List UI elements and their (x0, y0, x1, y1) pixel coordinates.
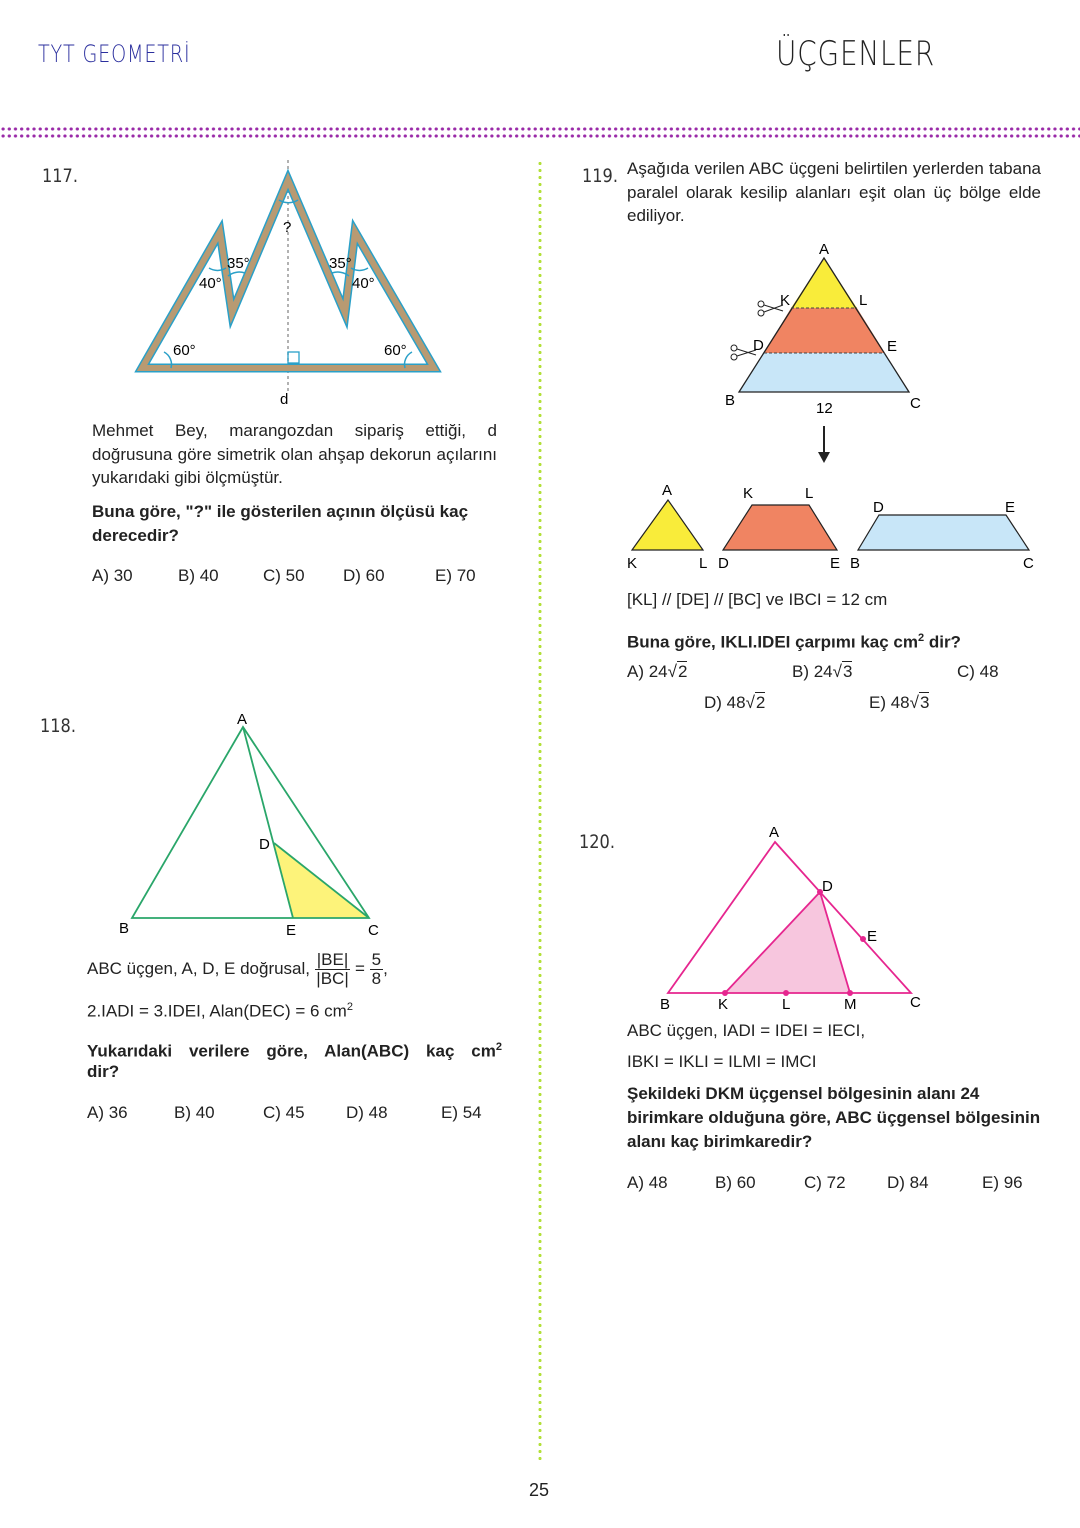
q120-given-1: ABC üçgen, IADI = IDEI = IECI, (627, 1021, 866, 1040)
label-35-right: 35° (329, 255, 352, 272)
option-d[interactable]: D) 48 (346, 1103, 388, 1122)
equals: = (355, 958, 365, 978)
option-b[interactable]: B) 60 (715, 1173, 756, 1192)
label-axis-d: d (280, 391, 289, 408)
label-e: E (830, 555, 841, 572)
superscript: 2 (495, 1041, 502, 1053)
q119-given: [KL] // [DE] // [BC] ve IBCI = 12 cm (627, 590, 888, 609)
label-d: D (259, 836, 270, 853)
label-a: A (237, 711, 248, 728)
label-e: E (1005, 499, 1016, 516)
radicand: 3 (919, 693, 930, 712)
radicand: 3 (842, 662, 853, 681)
label-unknown-angle: ? (283, 219, 292, 236)
label-e: E (286, 922, 297, 939)
q118-figure (0, 700, 540, 950)
option-b[interactable]: B) 40 (178, 566, 219, 585)
fraction-be-bc (315, 951, 351, 988)
q119-figure (540, 230, 1080, 580)
label-k: K (743, 485, 754, 502)
radicand: 2 (755, 693, 766, 712)
label-b: B (660, 996, 671, 1013)
label-c: C (368, 922, 379, 939)
region-middle (764, 308, 885, 353)
label-base-length: 12 (816, 400, 833, 417)
q118-question (87, 1036, 502, 1063)
question-number: 120. (579, 831, 615, 853)
piece-trapezoid-bottom (858, 515, 1029, 550)
frac-num: |BE| (316, 950, 349, 969)
option-label: E) 48 (869, 693, 910, 712)
q118-question-tail: dir? (87, 1062, 120, 1081)
q119-question (627, 627, 961, 654)
question-tail: dir? (924, 632, 961, 652)
option-label: A) 24 (627, 662, 668, 681)
superscript: 2 (346, 1001, 353, 1013)
option-b[interactable]: B) 40 (174, 1103, 215, 1122)
given-text: ABC üçgen, A, D, E doğrusal, (87, 958, 311, 978)
comma: , (383, 958, 388, 978)
question-number: 119. (582, 165, 618, 187)
option-e[interactable]: E) 48√3 (869, 693, 930, 712)
label-a: A (662, 482, 673, 499)
question-number: 117. (42, 165, 78, 187)
label-k: K (718, 996, 729, 1013)
option-d[interactable]: D) 84 (887, 1173, 929, 1192)
label-a: A (819, 241, 830, 258)
frac-num: 5 (371, 950, 382, 969)
option-d[interactable]: D) 48√2 (704, 693, 766, 712)
piece-triangle (632, 500, 703, 550)
option-a[interactable]: A) 48 (627, 1173, 668, 1192)
superscript: 2 (917, 632, 925, 644)
label-c: C (910, 994, 921, 1011)
option-c[interactable]: C) 72 (804, 1173, 846, 1192)
label-l: L (805, 485, 814, 502)
option-label: C) 48 (957, 662, 999, 681)
label-d: D (718, 555, 729, 572)
question-text: Buna göre, IKLI.IDEI çarpımı kaç cm (627, 632, 918, 652)
q120-given-2: IBKI = IKLI = ILMI = IMCI (627, 1052, 817, 1071)
q117-text: Mehmet Bey, marangozdan sipariş ettiği, d doğrusuna göre simetrik olan ahşap dekorun açılarını yukarıdaki gibi ölçmüştür. (92, 421, 497, 487)
option-c[interactable] (957, 662, 999, 682)
label-b: B (119, 920, 130, 937)
label-b: B (850, 555, 861, 572)
q119-text: Aşağıda verilen ABC üçgeni belirtilen yerlerden tabana paralel olarak kesilip alanları eşit olan üç bölge elde ediliyor. (627, 159, 1041, 225)
option-c[interactable]: C) 50 (263, 566, 305, 585)
label-40-left: 40° (199, 275, 222, 292)
label-a: A (769, 824, 780, 841)
question-number: 118. (40, 715, 76, 737)
label-c: C (910, 395, 921, 412)
radicand: 2 (677, 662, 688, 681)
region-top (791, 258, 857, 308)
label-l: L (859, 292, 868, 309)
option-e[interactable]: E) 96 (982, 1173, 1023, 1192)
label-l: L (782, 996, 791, 1013)
label-k: K (627, 555, 638, 572)
label-40-right: 40° (352, 275, 375, 292)
header-chapter: ÜÇGENLER (776, 34, 936, 74)
label-d: D (822, 878, 833, 895)
option-a[interactable]: A) 36 (87, 1103, 128, 1122)
option-c[interactable]: C) 45 (263, 1103, 305, 1122)
option-a[interactable]: A) 24√2 (627, 662, 688, 681)
label-35-left: 35° (227, 255, 250, 272)
fraction-5-8 (370, 951, 383, 988)
piece-trapezoid-middle (723, 505, 837, 550)
label-l: L (699, 555, 708, 572)
q118-given-1 (87, 951, 388, 988)
option-e[interactable]: E) 70 (435, 566, 476, 585)
label-c: C (1023, 555, 1034, 572)
page-number: 25 (529, 1480, 550, 1500)
label-60-right: 60° (384, 342, 407, 359)
label-e: E (867, 928, 878, 945)
option-e[interactable]: E) 54 (441, 1103, 482, 1122)
option-b[interactable]: B) 24√3 (792, 662, 853, 681)
frac-den: |BC| (316, 969, 349, 988)
option-label: D) 48 (704, 693, 746, 712)
label-d: D (873, 499, 884, 516)
q118-given-2 (87, 996, 353, 1023)
q120-question: Şekildeki DKM üçgensel bölgesinin alanı 24 birimkare olduğuna göre, ABC üçgensel bölgesinin alanı kaç birimkaredir? (627, 1084, 1041, 1151)
triangle-dkm-fill (725, 892, 850, 993)
label-k: K (780, 292, 791, 309)
header-subject: TYT GEOMETRİ (38, 40, 191, 68)
q120-figure (540, 815, 1080, 1015)
option-a[interactable]: A) 30 (92, 566, 133, 585)
label-d: D (753, 337, 764, 354)
label-e: E (887, 338, 898, 355)
label-60-left: 60° (173, 342, 196, 359)
question-text: Yukarıdaki verilere göre, Alan(ABC) kaç cm (87, 1041, 496, 1061)
label-m: M (844, 996, 857, 1013)
label-b: B (725, 392, 736, 409)
option-d[interactable]: D) 60 (343, 566, 385, 585)
q117-figure (0, 0, 540, 420)
q117-question: Buna göre, "?" ile gösterilen açının ölçüsü kaç derecedir? (92, 502, 469, 545)
frac-den: 8 (371, 969, 382, 988)
given-text: 2.IADI = 3.IDEI, Alan(DEC) = 6 cm (87, 1001, 347, 1021)
option-label: B) 24 (792, 662, 833, 681)
region-bottom (739, 353, 909, 392)
